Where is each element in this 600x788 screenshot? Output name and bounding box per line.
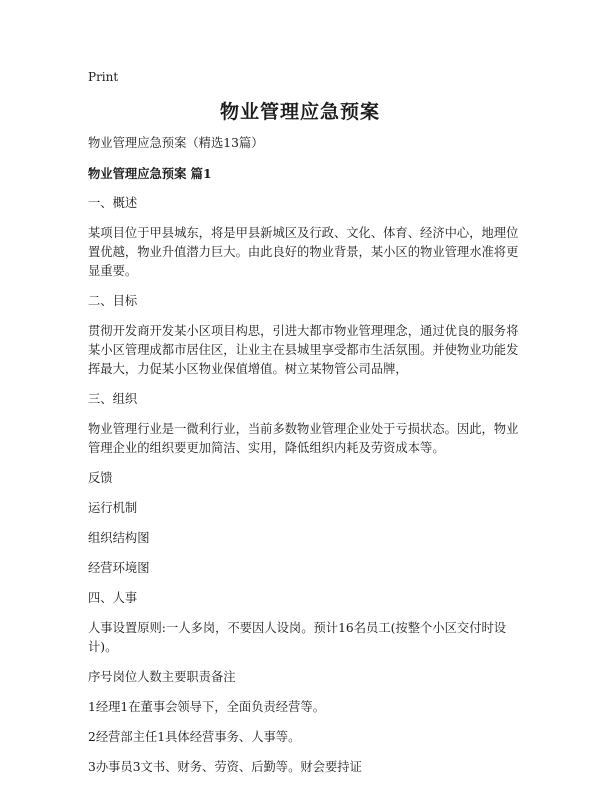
paragraph-personnel: 人事设置原则:一人多岗，不要因人设岗。预计16名员工(按整个小区交付时设计)。: [88, 621, 507, 654]
heading-goals: 二、目标: [88, 294, 138, 308]
paragraph-organization: 物业管理行业是一微利行业，当前多数物业管理企业处于亏损状态。因此，物业管理企业的组织要更加简洁、实用，降低组织内耗及劳资成本等。: [88, 422, 519, 455]
table-row-1: 1经理1在董事会领导下，全面负责经营等。: [88, 700, 325, 714]
heading-personnel: 四、人事: [88, 591, 138, 605]
print-link[interactable]: Print: [88, 70, 119, 84]
paragraph-goals: 贯彻开发商开发某小区项目构思，引进大都市物业管理理念，通过优良的服务将某小区管理成都市居住区，让业主在县城里享受都市生活氛围。并使物业功能发挥最大，力促某小区物业保值增值。树立某物管公司品牌，: [88, 324, 519, 376]
document-body: [88, 134, 520, 788]
table-header-line: 序号岗位人数主要职责备注: [88, 670, 236, 684]
item-business-environment: 经营环境图: [88, 561, 150, 575]
table-row-3: 3办事员3文书、财务、劳资、后勤等。财会要持证: [88, 760, 362, 774]
item-operating-mechanism: 运行机制: [88, 501, 138, 515]
section-heading: 物业管理应急预案 篇1: [88, 166, 212, 181]
heading-organization: 三、组织: [88, 392, 138, 406]
document-subtitle: 物业管理应急预案（精选13篇）: [88, 136, 264, 150]
table-row-2: 2经营部主任1具体经营事务、人事等。: [88, 730, 301, 744]
item-feedback: 反馈: [88, 471, 113, 485]
heading-overview: 一、概述: [88, 196, 138, 210]
item-org-chart: 组织结构图: [88, 531, 150, 545]
document-title: 物业管理应急预案: [219, 101, 380, 123]
paragraph-overview: 某项目位于甲县城东，将是甲县新城区及行政、文化、体育、经济中心，地理位置优越，物业升值潜力巨大。由此良好的物业背景，某小区的物业管理水准将更显重要。: [88, 226, 519, 278]
